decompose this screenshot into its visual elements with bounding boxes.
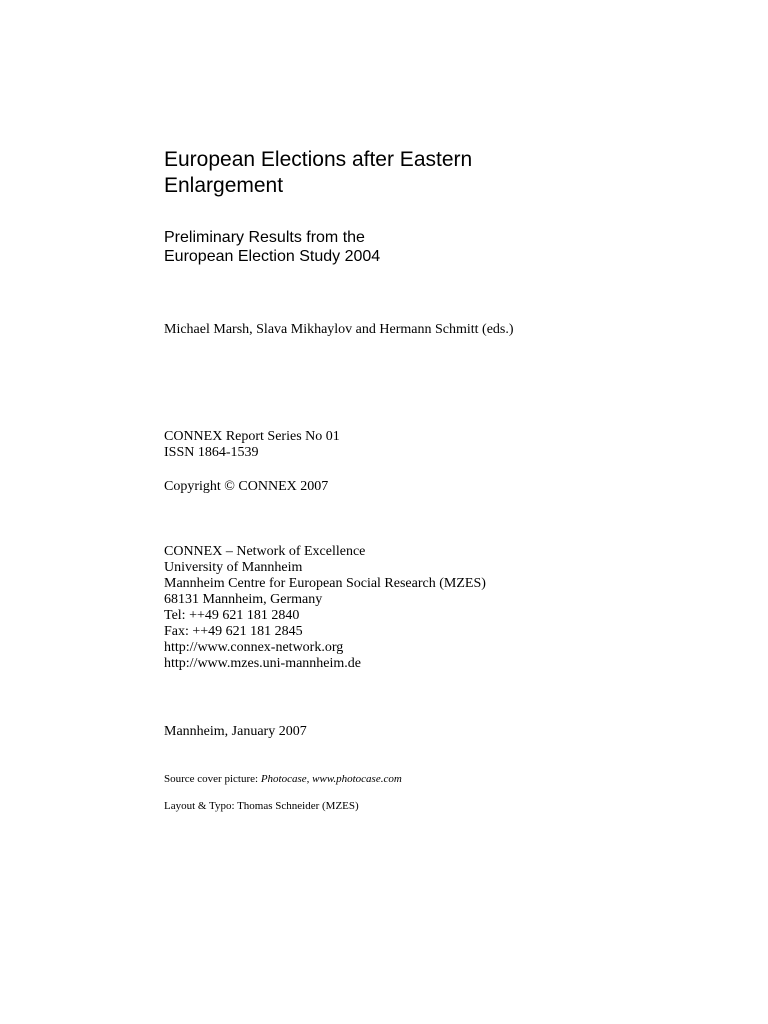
cover-credit-label: Source cover picture: <box>164 773 261 785</box>
address-block <box>164 544 486 672</box>
issn: ISSN 1864-1539 <box>164 445 259 460</box>
address-organization: CONNEX – Network of Excellence <box>164 544 366 559</box>
title-line-2: Enlargement <box>164 174 284 197</box>
address-url-connex[interactable]: http://www.connex-network.org <box>164 640 344 655</box>
copyright: Copyright © CONNEX 2007 <box>164 479 329 494</box>
address-centre: Mannheim Centre for European Social Research (MZES) <box>164 576 486 591</box>
address-university: University of Mannheim <box>164 560 303 575</box>
place-date: Mannheim, January 2007 <box>164 724 307 739</box>
cover-credit <box>164 772 402 786</box>
authors: Michael Marsh, Slava Mikhaylov and Hermann Schmitt (eds.) <box>164 322 514 337</box>
subtitle-line-2: European Election Study 2004 <box>164 248 381 265</box>
address-url-mzes[interactable]: http://www.mzes.uni-mannheim.de <box>164 656 361 671</box>
cover-credit-source: Photocase, www.photocase.com <box>260 773 402 785</box>
report-series: CONNEX Report Series No 01 <box>164 429 340 444</box>
title-line-1: European Elections after Eastern <box>164 148 473 171</box>
address-fax: Fax: ++49 621 181 2845 <box>164 624 303 639</box>
address-city: 68131 Mannheim, Germany <box>164 592 323 607</box>
layout-credit: Layout & Typo: Thomas Schneider (MZES) <box>164 800 359 812</box>
subtitle-line-1: Preliminary Results from the <box>164 229 365 246</box>
address-phone: Tel: ++49 621 181 2840 <box>164 608 300 623</box>
